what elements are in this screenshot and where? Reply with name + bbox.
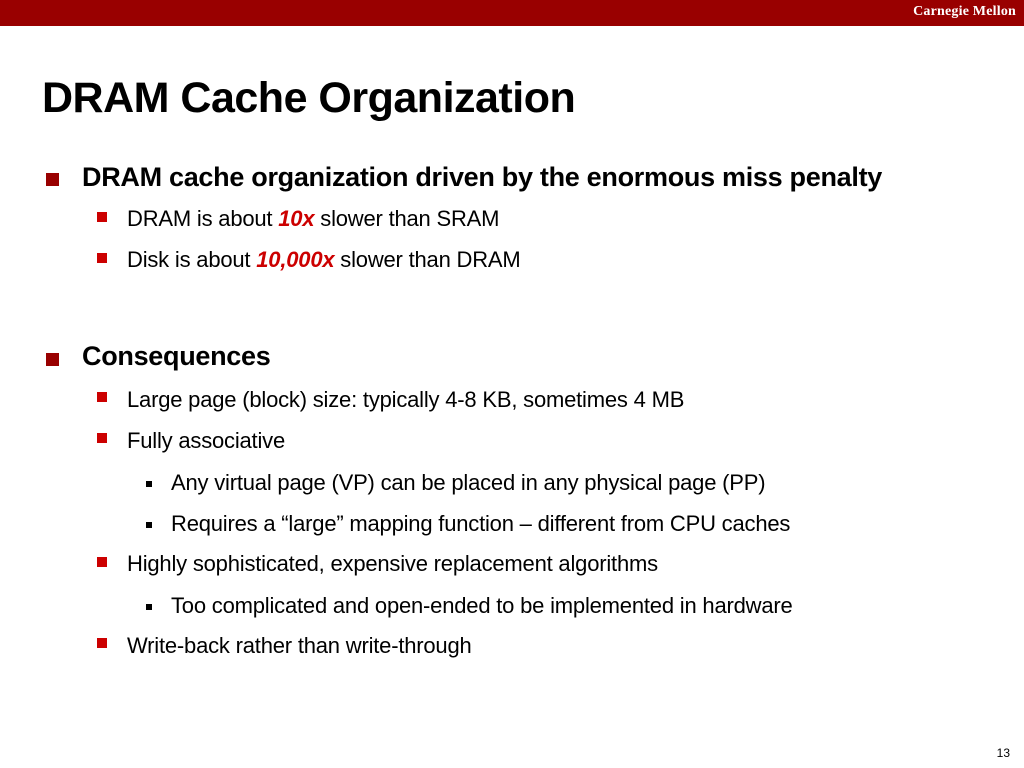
text-segment: slower than SRAM xyxy=(314,206,500,231)
text-segment: DRAM is about xyxy=(127,206,279,231)
bullet-square-icon xyxy=(97,557,107,567)
bullet-level2-text xyxy=(127,206,499,232)
bullet-square-icon xyxy=(97,638,107,648)
bullet-level3-text: Any virtual page (VP) can be placed in any physical page (PP) xyxy=(171,470,766,495)
bullet-level1-text: DRAM cache organization driven by the enormous miss penalty xyxy=(82,162,882,192)
bullet-square-icon xyxy=(97,392,107,402)
brand-label: Carnegie Mellon xyxy=(913,4,1016,19)
text-segment: slower than DRAM xyxy=(334,247,521,272)
bullet-level3-text: Requires a “large” mapping function – different from CPU caches xyxy=(171,511,791,536)
bullet-level2-text xyxy=(127,247,521,273)
text-segment: Disk is about xyxy=(127,247,257,272)
bullet-level1-text: Consequences xyxy=(82,341,271,371)
bullet-square-icon xyxy=(146,604,152,610)
bullet-square-icon xyxy=(46,353,59,366)
bullet-level2-text: Fully associative xyxy=(127,428,285,453)
bullet-level2-text: Highly sophisticated, expensive replacement algorithms xyxy=(127,551,658,576)
page-number: 13 xyxy=(996,746,1010,760)
bullet-square-icon xyxy=(97,253,107,263)
bullet-square-icon xyxy=(146,522,152,528)
emphasis-text: 10,000x xyxy=(256,247,335,272)
bullet-level3-text: Too complicated and open-ended to be implemented in hardware xyxy=(171,593,793,618)
slide-title: DRAM Cache Organization xyxy=(42,74,576,122)
bullet-square-icon xyxy=(97,433,107,443)
emphasis-text: 10x xyxy=(278,206,315,231)
header-bar xyxy=(0,0,1024,26)
bullet-square-icon xyxy=(146,481,152,487)
bullet-square-icon xyxy=(46,173,59,186)
bullet-level2-text: Large page (block) size: typically 4-8 KB, sometimes 4 MB xyxy=(127,387,685,412)
bullet-square-icon xyxy=(97,212,107,222)
bullet-level2-text: Write-back rather than write-through xyxy=(127,633,472,658)
